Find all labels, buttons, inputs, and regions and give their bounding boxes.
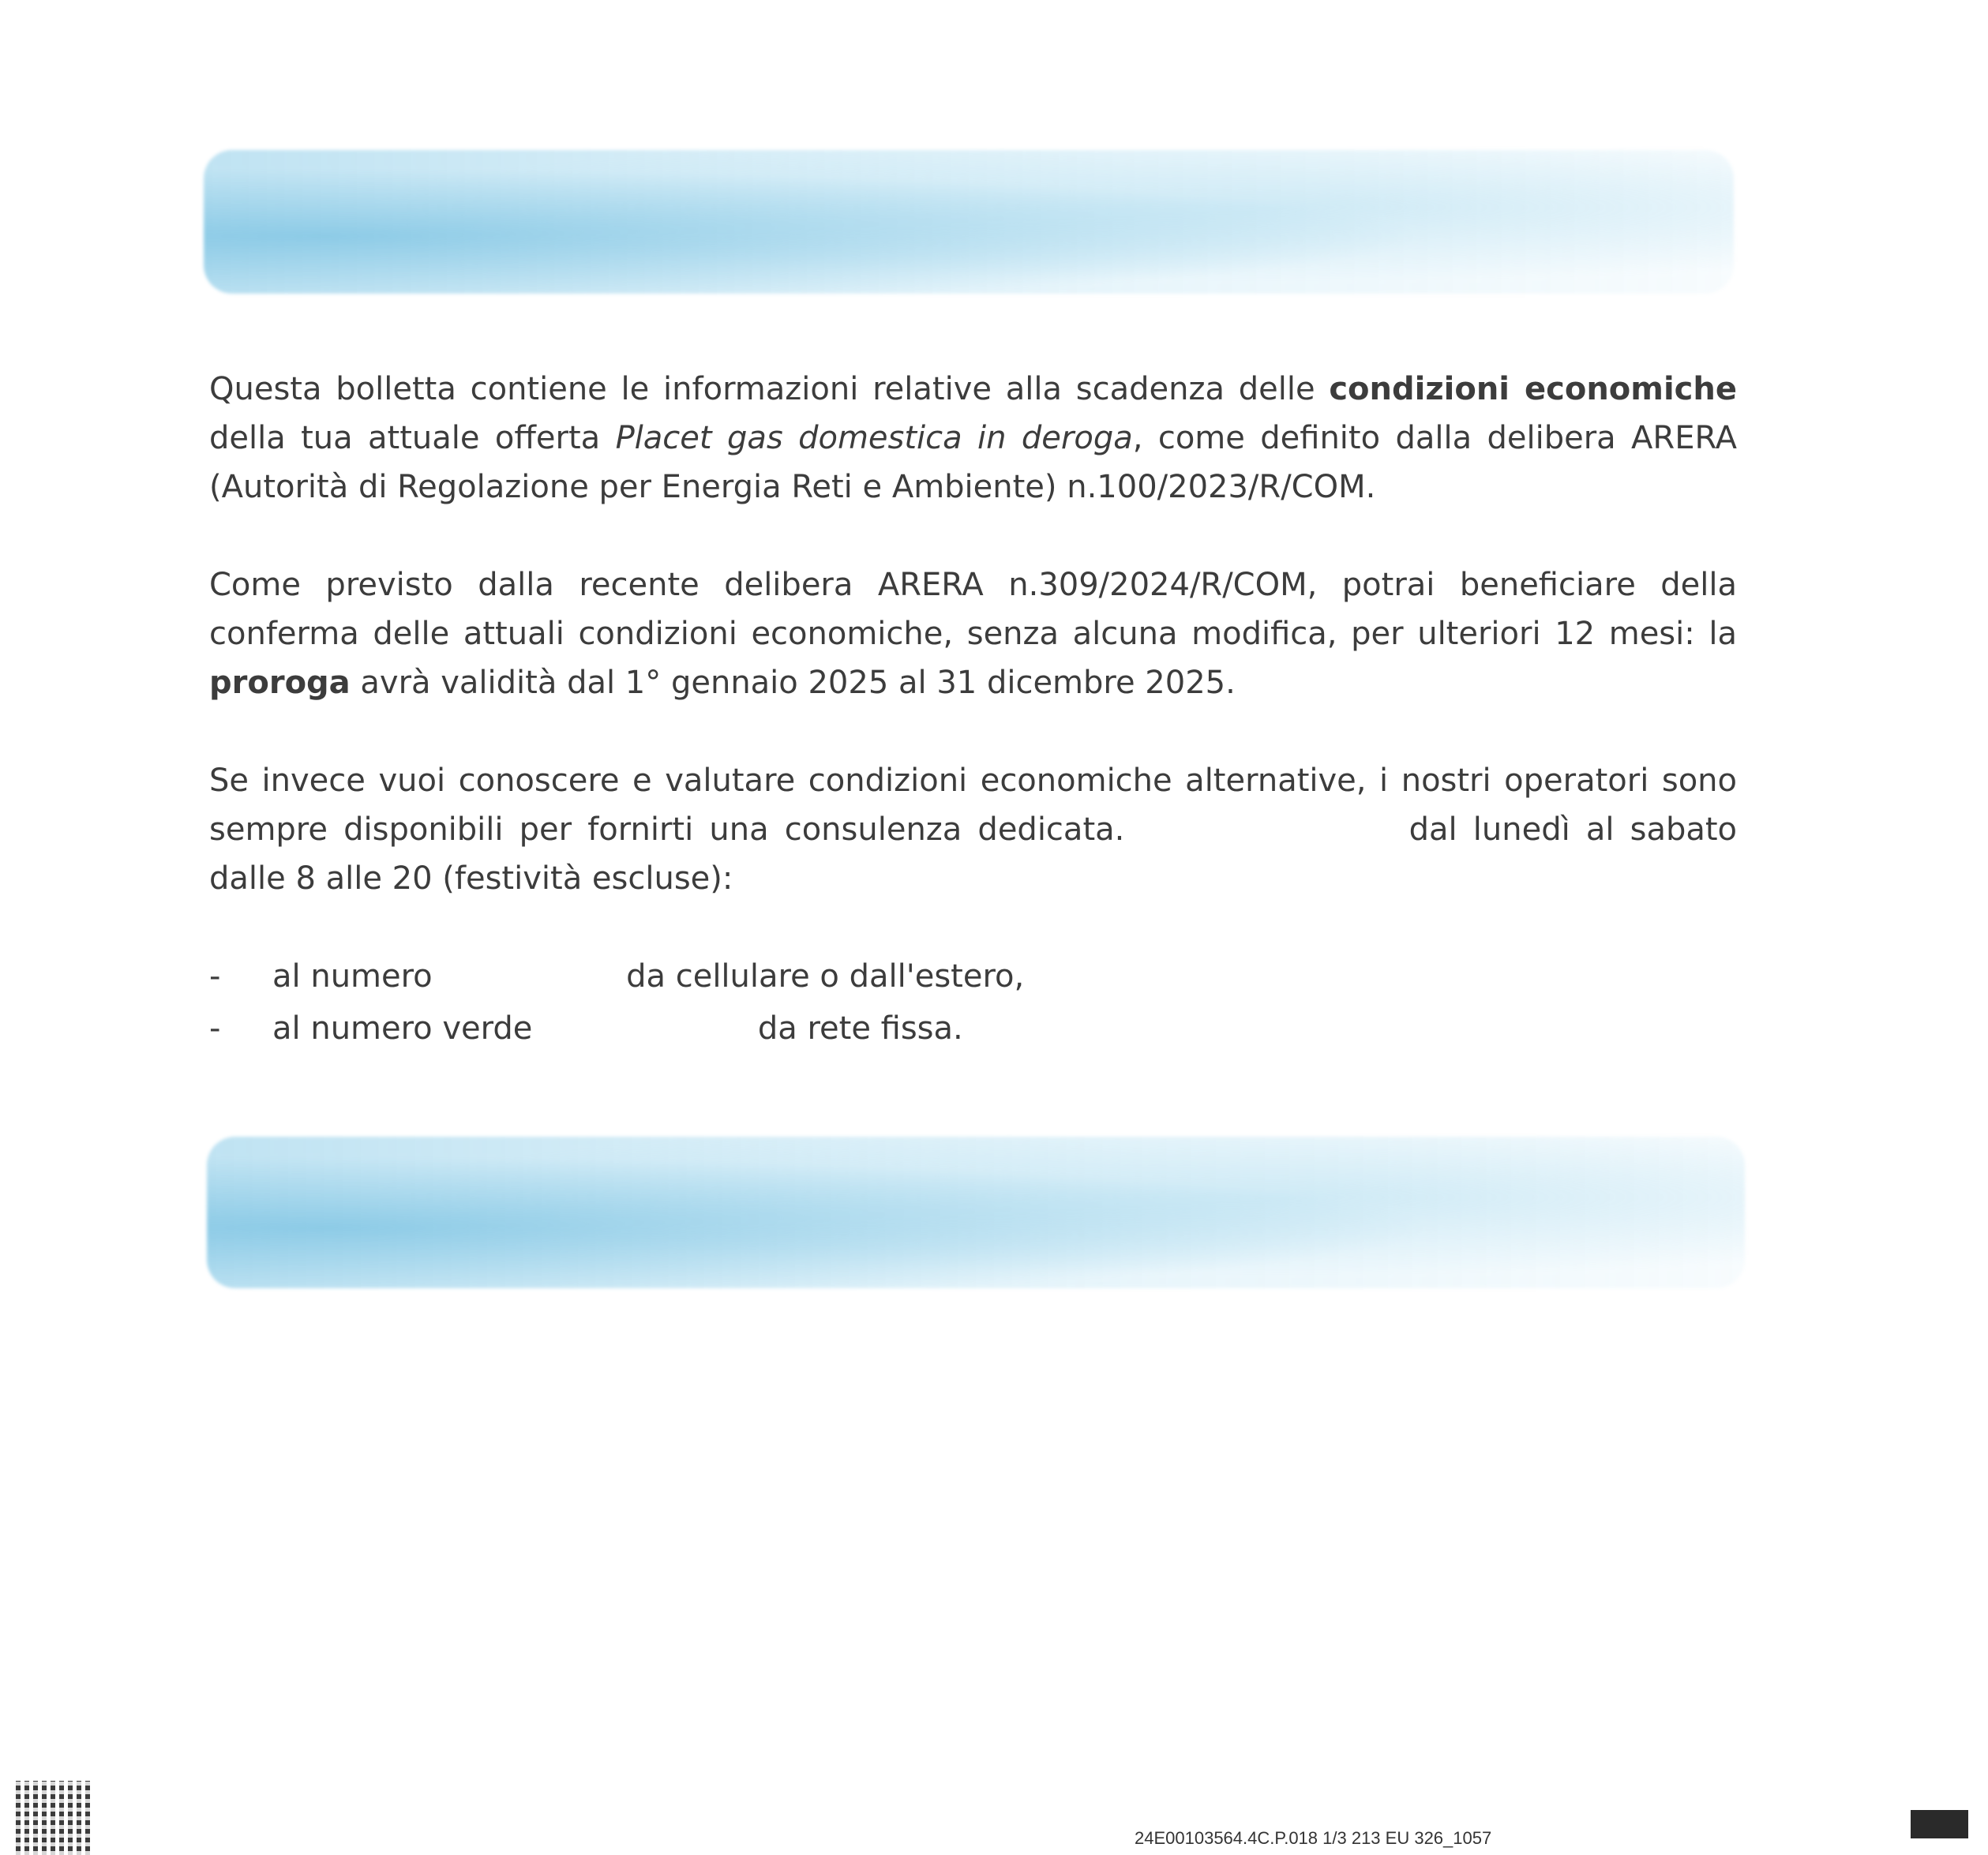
paragraph-expiry xyxy=(209,365,1737,512)
p2-text-c: avrà validità dal 1° gennaio 2025 al 31 dicembre 2025. xyxy=(350,665,1236,701)
p1-text-a: Questa bolletta contiene le informazioni relative alla scadenza delle xyxy=(209,371,1330,407)
redacted-phone-number xyxy=(442,962,616,994)
list-item xyxy=(209,952,1737,1004)
list-item-text: da cellulare o dall'estero, xyxy=(626,958,1025,995)
list-dash: - xyxy=(209,1010,221,1047)
p1-text-e: , come definito dalla delibera ARERA (Autorità di Regolazione per Energia Reti e Ambiente) n.100/2023/R/COM. xyxy=(209,420,1738,505)
document-code: 24E00103564.4C.P.018 1/3 213 EU 326_1057 xyxy=(1135,1828,1492,1848)
list-item-label: al numero verde xyxy=(272,1010,533,1047)
p3-text-a: Se invece vuoi conoscere e valutare condizioni economiche alternative, i nostri operatori sono sempre disponibili per fornirti una consulenza dedicata. xyxy=(209,763,1737,848)
p2-text-a: Come previsto dalla recente delibera ARERA n.309/2024/R/COM, potrai beneficiare della conferma delle attuali condizioni economiche, senza alcuna modifica, per ulteriori 12 mesi: la xyxy=(209,567,1737,652)
redacted-text xyxy=(1141,815,1393,847)
p1-bold: condizioni economiche xyxy=(1329,371,1737,407)
letter-body xyxy=(209,365,1737,1056)
footer-banner xyxy=(207,1137,1745,1288)
redacted-toll-free-number xyxy=(542,1014,748,1046)
p3-text-b: dal lunedì al sabato dalle 8 alle 20 (festività escluse): xyxy=(209,811,1738,897)
paragraph-alternatives xyxy=(209,756,1737,903)
contact-list xyxy=(209,952,1737,1056)
list-item-text: da rete fissa. xyxy=(757,1010,963,1047)
qr-code-icon xyxy=(16,1781,90,1855)
list-dash: - xyxy=(209,958,221,995)
p2-bold: proroga xyxy=(209,665,351,701)
print-mark xyxy=(1911,1810,1968,1838)
paragraph-extension xyxy=(209,560,1737,707)
p1-text-c: della tua attuale offerta xyxy=(209,420,616,456)
header-banner xyxy=(204,150,1734,294)
list-item-label: al numero xyxy=(272,958,433,995)
offer-name: Placet gas domestica in deroga xyxy=(615,420,1133,456)
list-item xyxy=(209,1004,1737,1056)
